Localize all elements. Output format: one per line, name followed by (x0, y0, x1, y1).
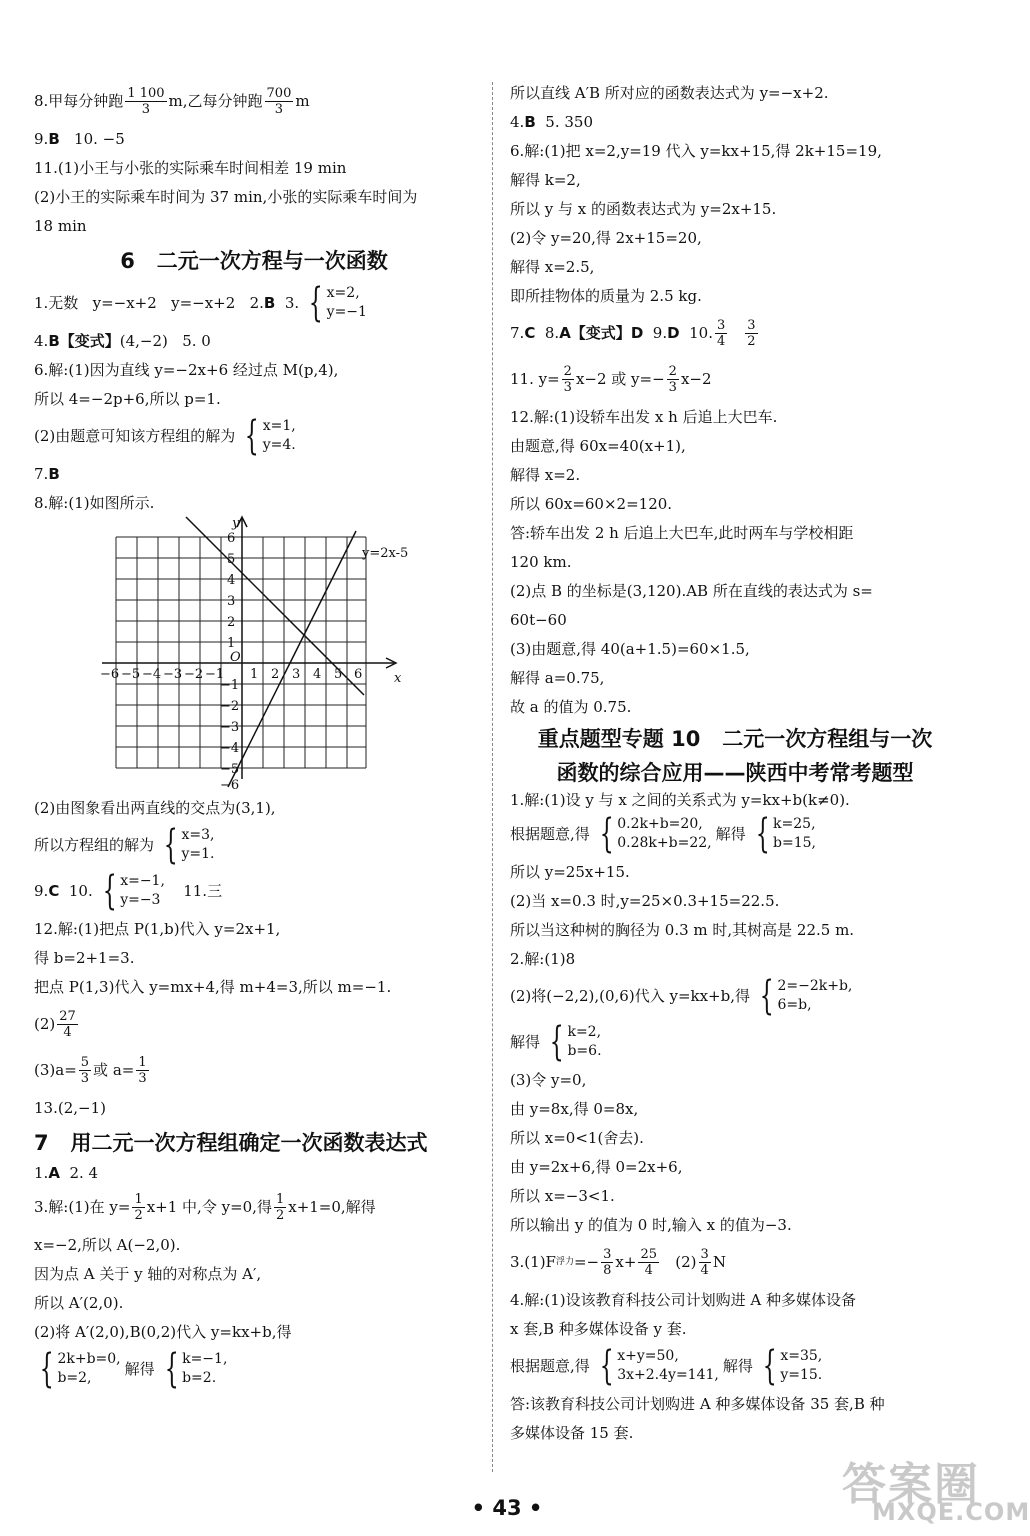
answer-line: x 套,B 种多媒体设备 y 套. (510, 1319, 687, 1338)
answer-line: 1.无数 y=−x+2 y=−x+2 2. B 3. { x=2, y=−1 (34, 280, 367, 326)
answer-line: 所以方程组的解为 { x=3, y=1. (34, 822, 215, 868)
answer-line: 3.解:(1)在 y= $\frac{1}{2}$ x+1 中,令 y=0,得 $\frac{1}{2}$ x+1=0,解得 (34, 1191, 376, 1223)
answer-line: 由 y=8x,得 0=8x, (510, 1099, 639, 1118)
y-tick: 6 (227, 531, 236, 546)
answer-line: x=−2,所以 A(−2,0). (34, 1235, 181, 1254)
y-axis-label: y (232, 516, 240, 531)
x-tick: 3 (292, 667, 301, 682)
page-number: • 43 • (471, 1496, 543, 1520)
answer-line: 解得 k=2, (510, 170, 581, 189)
answer-line: 根据题意,得 { 0.2k+b=20, 0.28k+b=22, 解得 { k=25, b=15, (510, 811, 817, 857)
section-title-continued: 函数的综合应用——陕西中考常考题型 (556, 761, 914, 785)
answer-line: 12.解:(1)设轿车出发 x h 后追上大巴车. (510, 407, 778, 426)
section-title: 6 二元一次方程与一次函数 (120, 249, 388, 273)
x-tick: 2 (271, 667, 280, 682)
answer-line: 60t−60 (510, 610, 567, 629)
answer-line: 根据题意,得 { x+y=50, 3x+2.4y=141, 解得 { x=35, y=15. (510, 1343, 823, 1389)
x-tick: −3 (163, 667, 183, 682)
answer-line: 答:轿车出发 2 h 后追上大巴车,此时两车与学校相距 (510, 523, 854, 542)
y-tick: 2 (227, 615, 236, 630)
y-tick: 4 (227, 573, 236, 588)
origin-label: O (230, 650, 241, 665)
answer-line: 所以直线 A′B 所对应的函数表达式为 y=−x+2. (510, 83, 829, 102)
answer-line: 11.(1)小王与小张的实际乘车时间相差 19 min (34, 158, 347, 177)
y-tick: −4 (220, 741, 240, 756)
x-tick: 5 (334, 667, 343, 682)
section-title: 7 用二元一次方程组确定一次函数表达式 (34, 1131, 428, 1155)
answer-line: (2)点 B 的坐标是(3,120).AB 所在直线的表达式为 s= (510, 581, 873, 600)
answer-line: (2)由图象看出两直线的交点为(3,1), (34, 798, 276, 817)
x-tick: −4 (142, 667, 162, 682)
answer-line: 2.解:(1)8 (510, 949, 576, 968)
answer-line: 故 a 的值为 0.75. (510, 697, 632, 716)
answer-line: (2)当 x=0.3 时,y=25×0.3+15=22.5. (510, 891, 780, 910)
answer-line: 把点 P(1,3)代入 y=mx+4,得 m+4=3,所以 m=−1. (34, 977, 392, 996)
answer-line: (3)令 y=0, (510, 1070, 587, 1089)
watermark-logo: 答案圈 MXQE.COM (842, 1459, 1030, 1526)
answer-line: 7. B (34, 464, 60, 483)
answer-line: 所以 x=−3<1. (510, 1186, 615, 1205)
answer-line: 解得 a=0.75, (510, 668, 605, 687)
answer-line: (2) $\frac{27}{4}$ (34, 1008, 76, 1040)
line-label: y=2x-5 (362, 546, 409, 561)
answer-line: 得 b=2+1=3. (34, 948, 135, 967)
answer-line: 7. C 8. A 【变式】 D 9. D 10. $\frac{3}{4}$ $\frac{3}{2}$ (510, 317, 756, 349)
coordinate-graph (34, 517, 474, 793)
y-tick: −1 (220, 678, 240, 693)
answer-line: (2)将(−2,2),(0,6)代入 y=kx+b,得 { 2=−2k+b, 6=b, (510, 973, 853, 1019)
answer-line: 所以 60x=60×2=120. (510, 494, 673, 513)
answer-line: 所以当这种树的胸径为 0.3 m 时,其树高是 22.5 m. (510, 920, 855, 939)
answer-line: 所以 A′(2,0). (34, 1293, 124, 1312)
answer-line: 12.解:(1)把点 P(1,b)代入 y=2x+1, (34, 919, 281, 938)
x-tick: 1 (250, 667, 259, 682)
answer-line: 由题意,得 60x=40(x+1), (510, 436, 686, 455)
answer-line: 11. y= $\frac{2}{3}$ x−2 或 y=− $\frac{2}{3}$ x−2 (510, 363, 712, 395)
x-tick: −2 (184, 667, 204, 682)
y-tick: 5 (227, 552, 236, 567)
answer-line: 4. B 【变式】 (4,−2) 5. 0 (34, 331, 211, 350)
answer-line: 多媒体设备 15 套. (510, 1423, 634, 1442)
answer-line: 4.解:(1)设该教育科技公司计划购进 A 种多媒体设备 (510, 1290, 856, 1309)
y-tick: −6 (220, 778, 240, 793)
answer-line: 18 min (34, 216, 87, 235)
y-tick: 1 (227, 636, 236, 651)
answer-line: 1.解:(1)设 y 与 x 之间的关系式为 y=kx+b(k≠0). (510, 791, 850, 809)
left-column (34, 78, 474, 1392)
answer-line: 所以 y=25x+15. (510, 862, 630, 881)
answer-line: 3.(1)F 浮力 =− $\frac{3}{8}$ x+ $\frac{25}{4}$ (2) $\frac{3}{4}$ N (510, 1246, 726, 1278)
answer-line: 6.解:(1)把 x=2,y=19 代入 y=kx+15,得 2k+15=19, (510, 141, 882, 160)
answer-line: (2)小王的实际乘车时间为 37 min,小张的实际乘车时间为 (34, 187, 418, 206)
answer-line: (2)由题意可知该方程组的解为 { x=1, y=4. (34, 413, 296, 459)
answer-line: 因为点 A 关于 y 轴的对称点为 A′, (34, 1264, 262, 1283)
section-title: 重点题型专题 10 二元一次方程组与一次 (537, 727, 933, 751)
answer-line: 所以 y 与 x 的函数表达式为 y=2x+15. (510, 199, 777, 218)
graph-svg (94, 517, 414, 793)
x-tick: −1 (205, 667, 225, 682)
y-tick: −5 (220, 762, 240, 777)
x-tick: −6 (100, 667, 120, 682)
answer-line: 9. B 10. −5 (34, 129, 125, 148)
y-tick: 3 (227, 594, 236, 609)
y-tick: −3 (220, 720, 240, 735)
right-column (510, 78, 960, 1447)
answer-line: (2)令 y=20,得 2x+15=20, (510, 228, 702, 247)
y-tick: −2 (220, 699, 240, 714)
column-divider (492, 82, 493, 1472)
answer-line: 4. B 5. 350 (510, 112, 593, 131)
x-axis-label: x (394, 671, 402, 686)
answer-line: 9. C 10. { x=−1, y=−3 11.三 (34, 868, 223, 914)
answer-line: 答:该教育科技公司计划购进 A 种多媒体设备 35 套,B 种 (510, 1394, 885, 1413)
answer-line: { 2k+b=0, b=2, 解得 { k=−1, b=2. (39, 1346, 228, 1392)
answer-line: 13.(2,−1) (34, 1098, 106, 1117)
answer-line: 8.解:(1)如图所示. (34, 493, 155, 512)
answer-line: 8.甲每分钟跑 $\frac{1 100}{3}$ m,乙每分钟跑 $\frac{700}{3}$ m (34, 85, 310, 117)
answer-line: 由 y=2x+6,得 0=2x+6, (510, 1157, 683, 1176)
line-y-2x-minus-5 (228, 531, 356, 787)
answer-line: 6.解:(1)因为直线 y=−2x+6 经过点 M(p,4), (34, 360, 339, 379)
answer-line: 解得 x=2. (510, 465, 581, 484)
answer-line: (3)由题意,得 40(a+1.5)=60×1.5, (510, 639, 750, 658)
answer-line: 1. A 2. 4 (34, 1164, 99, 1182)
answer-line: 所以输出 y 的值为 0 时,输入 x 的值为−3. (510, 1215, 792, 1234)
answer-line: (2)将 A′(2,0),B(0,2)代入 y=kx+b,得 (34, 1322, 292, 1341)
answer-line: 所以 4=−2p+6,所以 p=1. (34, 389, 221, 408)
answer-line: 120 km. (510, 552, 572, 571)
answer-line: 所以 x=0<1(舍去). (510, 1128, 644, 1147)
x-tick: 4 (313, 667, 322, 682)
x-tick: −5 (121, 667, 141, 682)
answer-line: 解得 { k=2, b=6. (510, 1019, 602, 1065)
x-tick: 6 (354, 667, 363, 682)
answer-line: 解得 x=2.5, (510, 257, 595, 276)
answer-line: (3)a= $\frac{5}{3}$ 或 a= $\frac{1}{3}$ (34, 1054, 147, 1086)
answer-line: 即所挂物体的质量为 2.5 kg. (510, 286, 702, 305)
